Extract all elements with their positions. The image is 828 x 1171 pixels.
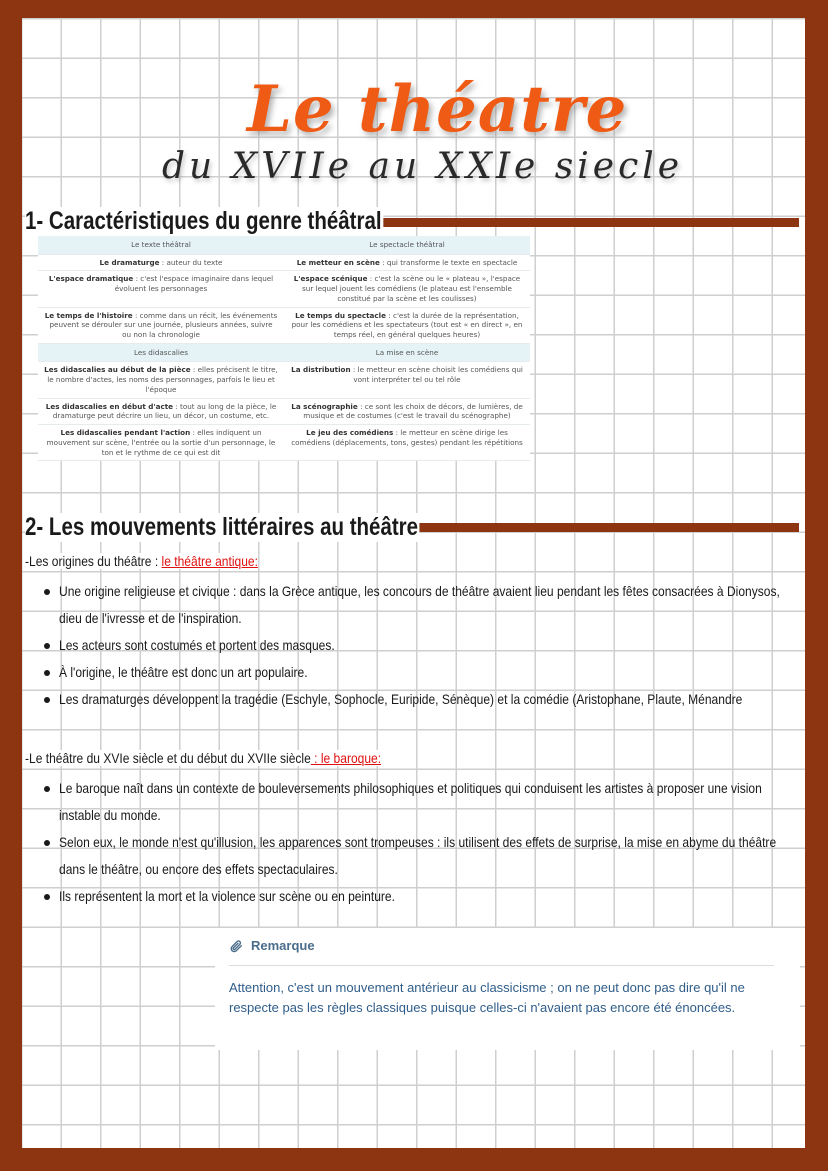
table-cell: Le temps de l'histoire : comme dans un récit, les événements peuvent se dérouler sur une journée, plusieurs années, suivre ou non la chronologie <box>38 308 284 344</box>
table-cell: Les didascalies au début de la pièce : elles précisent le titre, le nombre d'actes, les noms des personnages, parfois le lieu et l'époque <box>38 362 284 398</box>
table-row <box>38 399 530 425</box>
section1-heading-bar <box>367 218 799 227</box>
list-item: Ils représentent la mort et la violence sur scène ou en peinture. <box>22 883 805 910</box>
table-row <box>38 362 530 398</box>
antique-list <box>22 578 805 713</box>
table-cell: Les didascalies pendant l'action : elles indiquent un mouvement sur scène, l'entrée ou la sortie d'un personnage, le ton et le rythme de ce qui est dit <box>38 425 284 461</box>
list-item: Le baroque naît dans un contexte de bouleversements philosophiques et politiques qui conduisent les artistes à proposer une vision instable du monde. <box>22 775 805 829</box>
table-cell: La distribution : le metteur en scène choisit les comédiens qui vont interpréter tel ou tel rôle <box>284 362 530 398</box>
table-row <box>38 308 530 344</box>
table-cell: L'espace scénique : c'est la scène ou le « plateau », l'espace sur lequel jouent les comédiens (le plateau est l'ensemble constitué par la scène et les coulisses) <box>284 271 530 307</box>
table-header-cell: Le texte théâtral <box>38 236 284 255</box>
paperclip-icon <box>229 939 243 953</box>
remark-box <box>215 928 800 1050</box>
page-subtitle: du XVIIe au XXIe siecle <box>162 146 684 187</box>
remark-header <box>229 938 315 953</box>
remark-body: Attention, c'est un mouvement antérieur au classicisme ; on ne peut donc pas dire qu'il ne respecte pas les règles classiques puisque celles-ci n'avaient pas encore été énoncées. <box>229 980 745 1015</box>
list-item: Les dramaturges développent la tragédie (Eschyle, Sophocle, Euripide, Sénèque) et la comédie (Aristophane, Plaute, Ménandre <box>22 686 805 713</box>
table-header-row <box>38 236 530 255</box>
page-title: Le théatre <box>247 72 628 147</box>
table-header-cell: Les didascalies <box>38 344 284 363</box>
table-header-cell: Le spectacle théâtral <box>284 236 530 255</box>
table-row <box>38 425 530 461</box>
antique-highlight: le théâtre antique: <box>161 553 258 569</box>
list-item: À l'origine, le théâtre est donc un art populaire. <box>22 659 805 686</box>
list-item: Les acteurs sont costumés et portent des masques. <box>22 632 805 659</box>
grid-paper <box>22 18 805 1148</box>
baroque-intro: -Le théâtre du XVIe siècle et du début du XVIIe siècle : le baroque: <box>25 750 382 766</box>
table-header-cell: La mise en scène <box>284 344 530 363</box>
table-cell: L'espace dramatique : c'est l'espace imaginaire dans lequel évoluent les personnages <box>38 271 284 307</box>
remark-divider <box>229 965 774 966</box>
table-header-row <box>38 344 530 363</box>
list-item: Une origine religieuse et civique : dans la Grèce antique, les concours de théâtre avaient lieu pendant les fêtes consacrées à Dionysos, dieu de l'ivresse et de l'inspiration. <box>22 578 805 632</box>
section2-heading: 2- Les mouvements littéraires au théâtre <box>25 513 419 541</box>
remark-title: Remarque <box>251 938 315 953</box>
table-cell: Le dramaturge : auteur du texte <box>38 255 284 272</box>
antique-intro: -Les origines du théâtre : le théâtre antique: <box>25 553 258 569</box>
table-cell: Les didascalies en début d'acte : tout au long de la pièce, le dramaturge peut décrire un lieu, un décor, un costume, etc. <box>38 399 284 425</box>
table-cell: Le temps du spectacle : c'est la durée de la représentation, pour les comédiens et les spectateurs (tout est « en direct », en temps réel, en général quelques heures) <box>284 308 530 344</box>
table-cell: Le metteur en scène : qui transforme le texte en spectacle <box>284 255 530 272</box>
table-cell: La scénographie : ce sont les choix de décors, de lumières, de musique et de costumes (c'est le travail du scénographe) <box>284 399 530 425</box>
baroque-list <box>22 775 805 910</box>
section1-heading: 1- Caractéristiques du genre théâtral <box>25 207 382 235</box>
section2-heading-bar <box>412 523 799 532</box>
table-row <box>38 271 530 307</box>
list-item: Selon eux, le monde n'est qu'illusion, les apparences sont trompeuses : ils utilisent des effets de surprise, la mise en abyme du théâtre dans le théâtre, ou encore des effets spectaculaires. <box>22 829 805 883</box>
genre-table <box>38 236 530 461</box>
baroque-highlight: : le baroque: <box>310 750 382 766</box>
table-cell: Le jeu des comédiens : le metteur en scène dirige les comédiens (déplacements, tons, gestes) pendant les répétitions <box>284 425 530 461</box>
table-row <box>38 255 530 272</box>
